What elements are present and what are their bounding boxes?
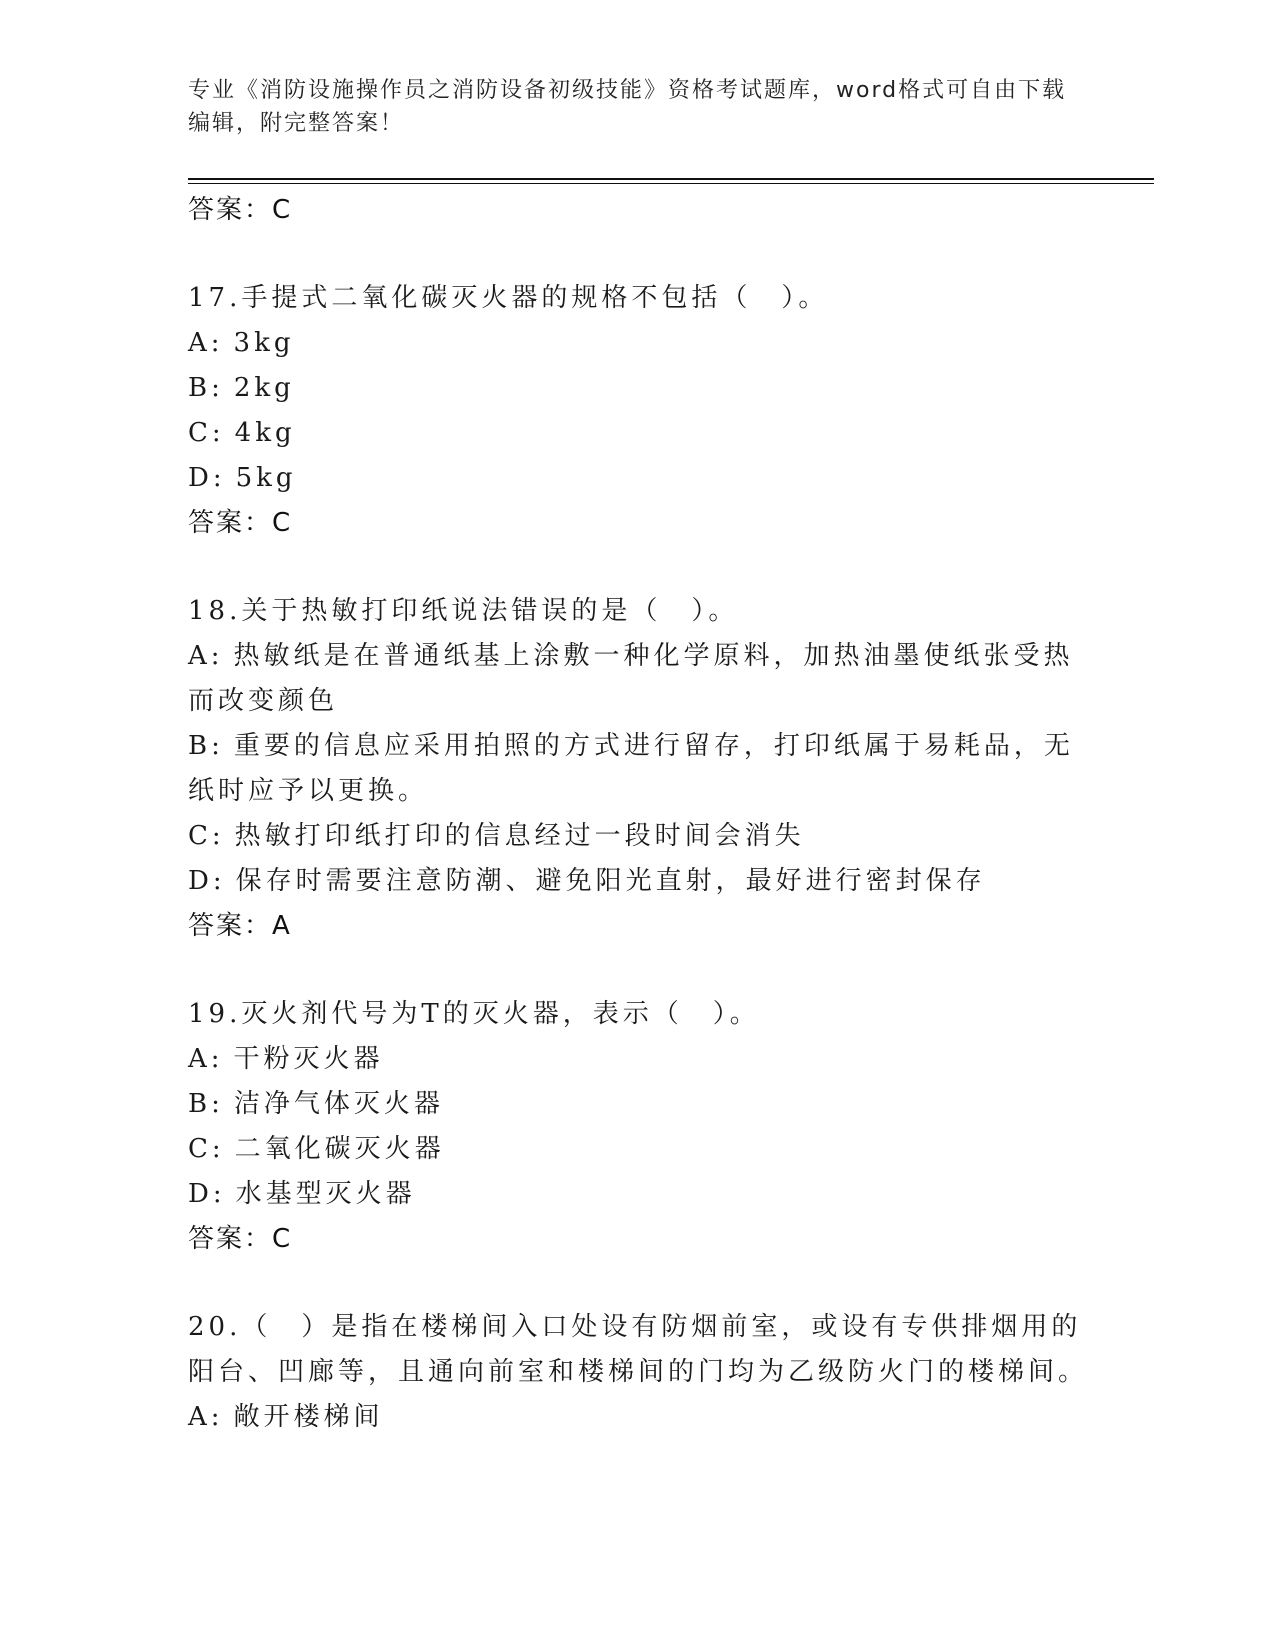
option-text: 热敏纸是在普通纸基上涂敷一种化学原料，加热油墨使纸张受热而改变颜色 <box>188 641 1074 716</box>
option-b <box>188 724 1088 814</box>
option-b <box>188 366 1088 411</box>
option-text: 干粉灭火器 <box>233 1044 384 1074</box>
option-d <box>188 1172 1088 1217</box>
option-label: A: <box>188 1044 224 1074</box>
option-label: C: <box>188 821 225 851</box>
option-a <box>188 1395 1088 1440</box>
option-label: C: <box>188 418 225 448</box>
option-d <box>188 456 1088 501</box>
option-label: B: <box>188 731 224 761</box>
question-text: 18.关于热敏打印纸说法错误的是（ ）。 <box>188 596 739 626</box>
answer-line: 答案：A <box>188 911 292 941</box>
option-text: 重要的信息应采用拍照的方式进行留存，打印纸属于易耗品，无纸时应予以更换。 <box>188 731 1074 806</box>
answer-line: 答案：C <box>188 508 293 538</box>
answer-line: 答案：C <box>188 195 293 225</box>
question-text: 17.手提式二氧化碳灭火器的规格不包括（ ）。 <box>188 283 829 313</box>
option-a <box>188 634 1088 724</box>
option-c <box>188 814 1088 859</box>
option-label: B: <box>188 373 224 403</box>
option-a <box>188 1037 1088 1082</box>
option-label: C: <box>188 1134 225 1164</box>
option-text: 4kg <box>234 418 296 448</box>
option-label: D: <box>188 1179 226 1209</box>
option-text: 5kg <box>235 463 297 493</box>
option-text: 保存时需要注意防潮、避免阳光直射，最好进行密封保存 <box>235 866 986 896</box>
option-text: 2kg <box>233 373 295 403</box>
header-divider-thick <box>188 178 1154 180</box>
question-text: 20.（ ）是指在楼梯间入口处设有防烟前室，或设有专供排烟用的阳台、凹廊等，且通向前室和楼梯间的门均为乙级防火门的楼梯间。 <box>188 1312 1089 1387</box>
question-17 <box>188 276 1088 545</box>
answer-line: 答案：C <box>188 1224 293 1254</box>
option-label: B: <box>188 1089 224 1119</box>
option-b <box>188 1082 1088 1127</box>
header-divider-thin <box>188 183 1154 184</box>
option-text: 二氧化碳灭火器 <box>234 1134 445 1164</box>
question-18 <box>188 589 1088 948</box>
option-text: 3kg <box>233 328 295 358</box>
option-text: 水基型灭火器 <box>235 1179 416 1209</box>
option-label: A: <box>188 641 224 671</box>
option-label: A: <box>188 1402 224 1432</box>
option-text: 热敏打印纸打印的信息经过一段时间会消失 <box>234 821 805 851</box>
document-header: 专业《消防设施操作员之消防设备初级技能》资格考试题库，word格式可自由下载编辑，附完整答案！ <box>188 78 1067 136</box>
option-label: A: <box>188 328 224 358</box>
option-text: 敞开楼梯间 <box>233 1402 384 1432</box>
option-label: D: <box>188 866 226 896</box>
option-a <box>188 321 1088 366</box>
question-list <box>188 188 1088 1440</box>
option-text: 洁净气体灭火器 <box>233 1089 444 1119</box>
question-text: 19.灭火剂代号为T的灭火器，表示（ ）。 <box>188 999 760 1029</box>
question-20 <box>188 1305 1088 1440</box>
option-c <box>188 1127 1088 1172</box>
question-19 <box>188 992 1088 1261</box>
option-label: D: <box>188 463 226 493</box>
option-d <box>188 859 1088 904</box>
option-c <box>188 411 1088 456</box>
